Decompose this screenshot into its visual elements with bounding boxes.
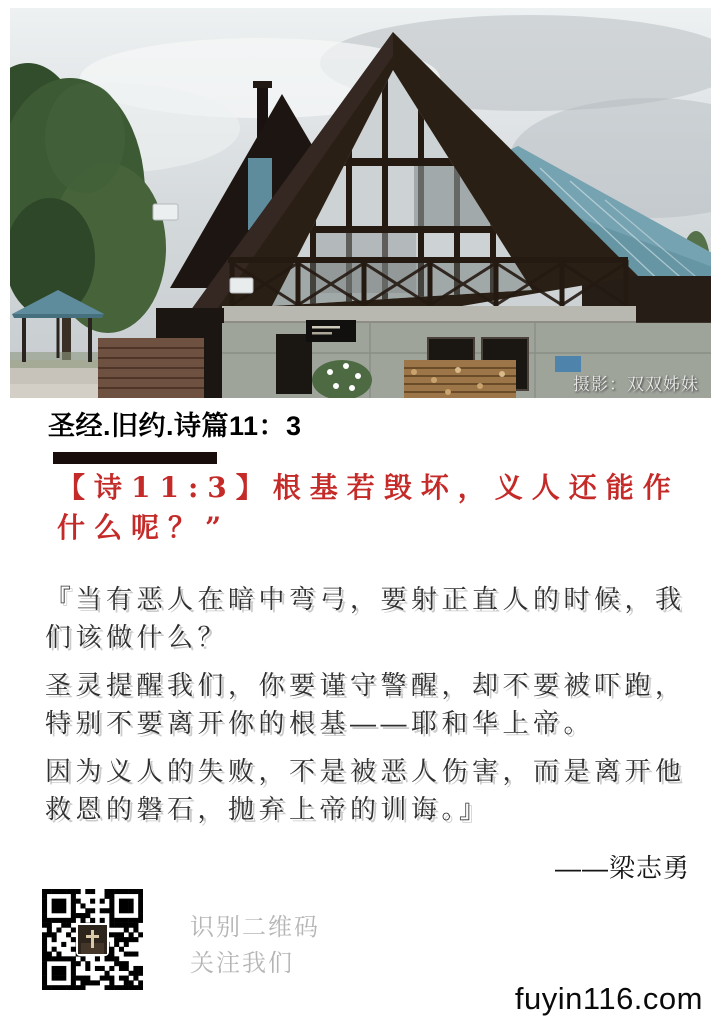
devotional-body [45, 580, 690, 838]
verse-text: 【诗11:3】根基若毁坏，义人还能作什么呢？” [57, 471, 680, 544]
accent-bar [53, 452, 217, 464]
stairs [98, 338, 204, 398]
qr-caption-line1: 识别二维码 [190, 914, 320, 941]
qr-code[interactable] [42, 889, 143, 990]
house-photo-art [10, 8, 711, 398]
photo-credit: 摄影：双双姊妹 [573, 375, 699, 394]
qr-caption-line2: 关注我们 [190, 950, 294, 977]
qr-caption [190, 910, 320, 982]
ac-unit [230, 278, 253, 293]
author-attribution: ——梁志勇 [554, 853, 690, 883]
sign-plate [306, 320, 356, 342]
website-url: fuyin116.com [514, 981, 703, 1016]
house-photo [10, 8, 711, 398]
qr-center-logo [76, 923, 109, 956]
cross-icon [78, 925, 107, 954]
ac-unit [153, 204, 178, 220]
page-title: 圣经.旧约.诗篇11：3 [48, 411, 302, 441]
devotional-paragraph: 因为义人的失败，不是被恶人伤害，而是离开他救恩的磐石，抛弃上帝的训诲。』 [45, 756, 686, 824]
devotional-paragraph: 圣灵提醒我们，你要谨守警醒，却不要被吓跑，特别不要离开你的根基——耶和华上帝。 [45, 670, 686, 738]
woodpile [404, 360, 516, 398]
balcony-slab [222, 306, 636, 323]
devotional-paragraph: 『当有恶人在暗中弯弓，要射正直人的时候，我们该做什么？ [45, 584, 686, 652]
